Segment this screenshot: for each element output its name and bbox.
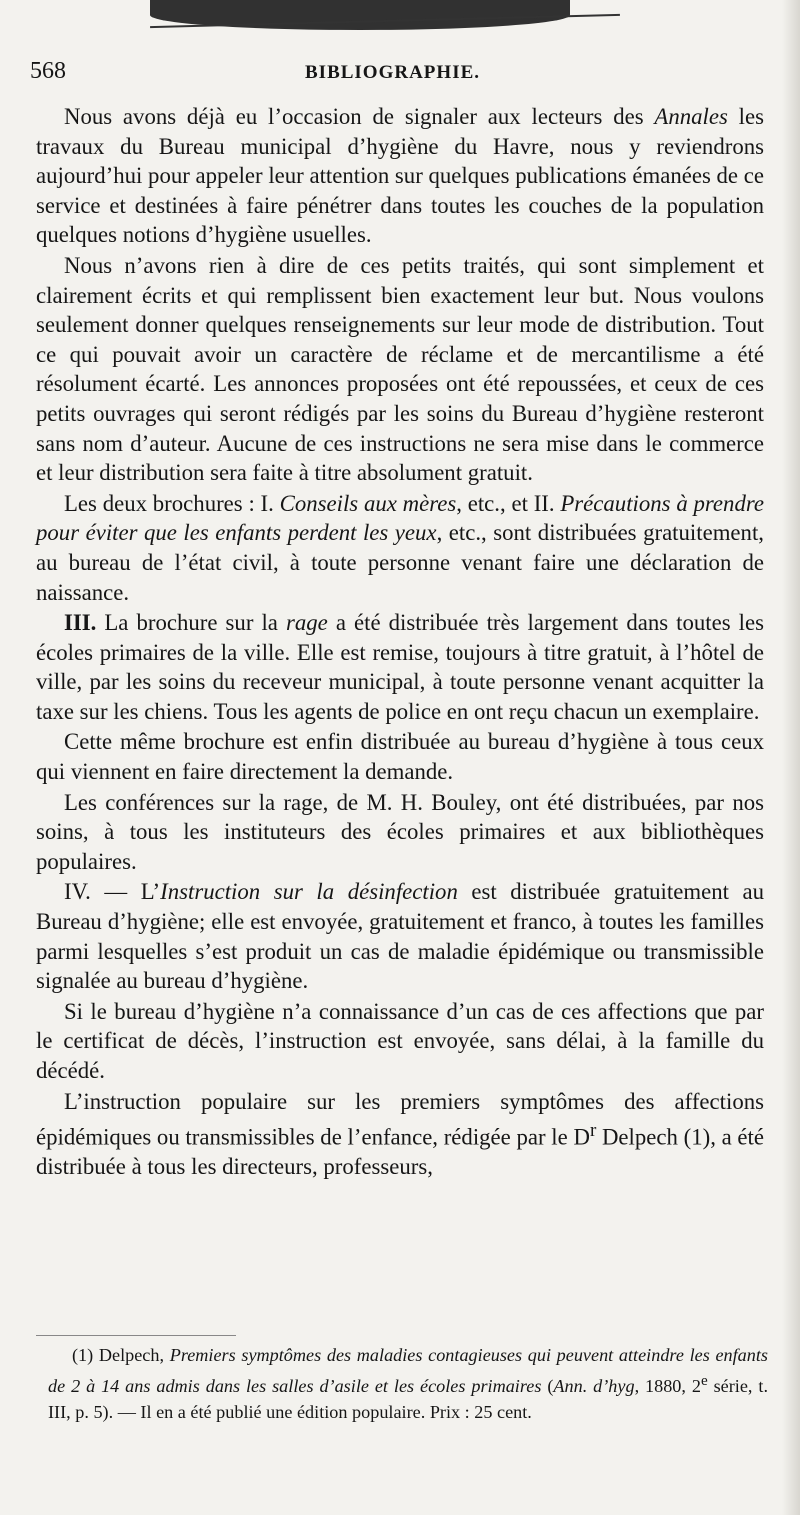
footnote-rule: [36, 1335, 236, 1336]
paragraph-5: Cette même brochure est enfin distribuée au bureau d’hygiène à tous ceux qui viennent en faire directement la demande.: [36, 729, 764, 785]
paragraph-9: L’instruction populaire sur les premiers symptômes des affections épidémiques ou transmissibles de l’enfance, rédigée par le $D^r$ Delpech (1), a été distribuée à tous les directeurs, professeurs,: [36, 1088, 764, 1180]
page-number: 568: [30, 58, 66, 84]
paragraph-8: Si le bureau d’hygiène n’a connaissance d’un cas de ces affections que par le certificat de décès, l’instruction est envoyée, sans délai, à la famille du décédé.: [36, 998, 764, 1083]
paragraph-3: Les deux brochures : I. Conseils aux mères, etc., et II. Précautions à prendre pour éviter que les enfants perdent les yeux, etc., sont distribuées gratuitement, au bureau de l’état civil, à toute personne venant faire une déclaration de naissance.: [36, 490, 764, 605]
running-head: BIBLIOGRAPHIE.: [305, 62, 481, 83]
paragraph-6: Les conférences sur la rage, de M. H. Bouley, ont été distribuées, par nos soins, à tous les instituteurs des écoles primaires et aux bibliothèques populaires.: [36, 789, 764, 874]
paragraph-4: III. La brochure sur la rage a été distribuée très largement dans toutes les écoles primaires de la ville. Elle est remise, toujours à titre gratuit, à l’hôtel de ville, par les soins du receveur municipal, à toute personne venant acquitter la taxe sur les chiens. Tous les agents de police en ont reçu chacun un exemplaire.: [36, 610, 764, 724]
paragraph-2: Nous n’avons rien à dire de ces petits traités, qui sont simplement et clairement écrits et qui remplissent bien exactement leur but. Nous voulons seulement donner quelques renseignements sur leur mode de distribution. Tout ce qui pouvait avoir un caractère de réclame et de mercantilisme a été résolument écarté. Les annonces proposées ont été repoussées, et ceux de ces petits ouvrages qui seront rédigés par les soins du Bureau d’hygiène resteront sans nom d’auteur. Aucune de ces instructions ne sera mise dans le commerce et leur distribution sera faite à titre absolument gratuit.: [36, 252, 764, 486]
article-body: [36, 102, 764, 1183]
page-edge-shadow: [782, 0, 800, 1515]
paragraph-7: IV. — L’Instruction sur la désinfection est distribuée gratuitement au Bureau d’hygiène; elle est envoyée, gratuitement et franco, à toutes les familles parmi lesquelles s’est produit un cas de maladie épidémique ou transmissible signalée au bureau d’hygiène.: [36, 879, 764, 994]
paragraph-1: Nous avons déjà eu l’occasion de signaler aux lecteurs des Annales les travaux du Bureau municipal d’hygiène du Havre, nous y reviendrons aujourd’hui pour appeler leur attention sur quelques publications émanées de ce service et destinées à faire pénétrer dans toutes les couches de la population quelques notions d’hygiène usuelles.: [36, 104, 764, 248]
footnote: (1) Delpech, Premiers symptômes des maladies contagieuses qui peuvent atteindre les enfants de 2 à 14 ans admis dans les salles d’asile et les écoles primaires (Ann. d’hyg, 1880, 2e série, t. III, p. 5). — Il en a été publié une édition populaire. Prix : 25 cent.: [48, 1345, 768, 1423]
